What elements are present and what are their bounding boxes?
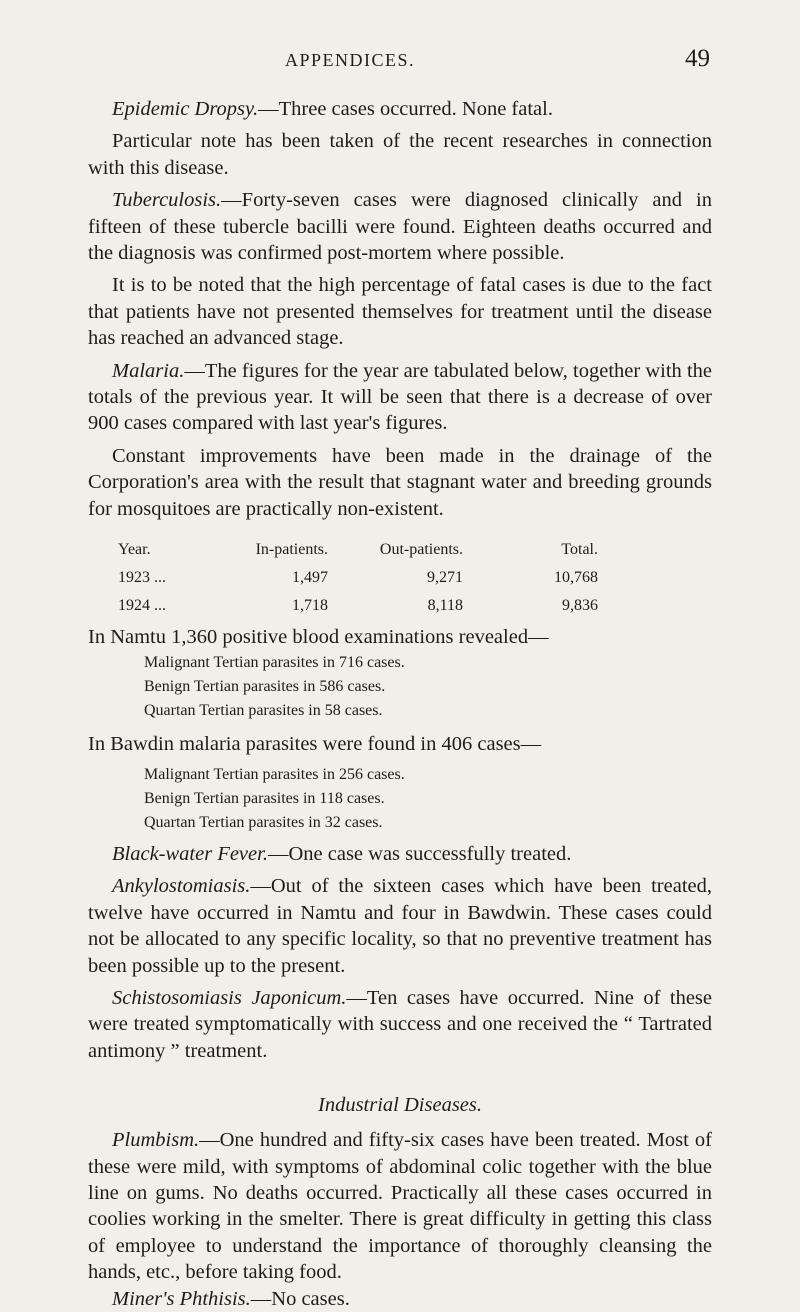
malaria-table (118, 536, 598, 620)
paragraph-epidemic-dropsy (88, 96, 712, 122)
bawdin-intro: In Bawdin malaria parasites were found in 406 cases— (88, 732, 542, 755)
namtu-list (144, 651, 712, 723)
table-cell: 9,271 (427, 569, 463, 587)
column-header: In-patients. (255, 541, 328, 559)
table-cell: 8,118 (427, 597, 463, 615)
paragraph-drainage (88, 443, 712, 522)
run-in-heading: Miner's Phthisis. (112, 1287, 251, 1310)
paragraph-text: —No cases. (250, 1287, 350, 1310)
paragraph-text: Constant improvements have been made in the drainage of the Corporation's area with the result that stagnant water and breeding grounds for mosquitoes are practically non-existent. (88, 444, 712, 520)
list-item: Benign Tertian parasites in 118 cases. (144, 789, 385, 807)
table-cell: 9,836 (562, 597, 598, 615)
page-body (88, 96, 712, 1312)
run-in-heading: Plumbism. (112, 1129, 200, 1152)
paragraph-text: —The figures for the year are tabulated below, together with the totals of the previous year. It will be seen that there is a decrease of over 900 cases compared with last year's figures. (88, 359, 712, 435)
table-row (118, 564, 598, 592)
table-row (118, 592, 598, 620)
paragraph-text: —One case was successfully treated. (267, 842, 572, 865)
run-in-heading: Epidemic Dropsy. (112, 98, 259, 120)
table-header-row (118, 536, 598, 564)
run-in-heading: Schistosomiasis Japonicum. (112, 986, 347, 1009)
run-in-heading: Malaria. (112, 359, 185, 382)
paragraph-text: —Three cases occurred. None fatal. (258, 98, 553, 120)
section-heading: Industrial Diseases. (318, 1094, 482, 1117)
paragraph-text: —Forty-seven cases were diagnosed clinically and in fifteen of these tubercle bacilli were found. Eighteen deaths occurred and the diagnosis was confirmed post-mortem where possible. (88, 189, 712, 265)
namtu-intro: In Namtu 1,360 positive blood examinations revealed— (88, 626, 549, 649)
table-cell: 10,768 (554, 569, 598, 587)
paragraph-ankylostomiasis (88, 873, 712, 979)
run-in-heading: Black-water Fever. (112, 842, 268, 865)
table-cell-year: 1923 ... (118, 569, 166, 587)
paragraph-plumbism (88, 1127, 712, 1285)
paragraph-black-water-fever (88, 841, 712, 867)
paragraph-fatal-cases (88, 272, 712, 351)
column-header: Out-patients. (379, 541, 463, 559)
paragraph-malaria (88, 358, 712, 437)
bawdin-list (144, 763, 712, 835)
paragraph-text: It is to be noted that the high percentage of fatal cases is due to the fact that patients have not presented themselves for treatment until the disease has reached an advanced stage. (88, 274, 712, 350)
list-item: Malignant Tertian parasites in 716 cases. (144, 653, 405, 671)
leader-dots: ... (154, 569, 166, 587)
paragraph-schistosomiasis (88, 985, 712, 1064)
run-in-heading: Tuberculosis. (112, 189, 222, 212)
paragraph-text: —Ten cases have occurred. Nine of these were treated symptomatically with success and one received the “ Tartrated antimony ” treatment. (88, 986, 713, 1062)
paragraph-dropsy-note (88, 128, 712, 181)
list-item: Quartan Tertian parasites in 32 cases. (144, 813, 383, 831)
run-in-heading: Ankylostomiasis. (112, 875, 251, 898)
paragraph-miners-phthisis (88, 1286, 712, 1312)
list-item: Benign Tertian parasites in 586 cases. (144, 677, 386, 695)
page-number: 49 (685, 45, 710, 72)
column-header: Total. (561, 541, 598, 559)
table-cell: 1,497 (292, 569, 328, 587)
column-header: Year. (118, 541, 151, 559)
paragraph-text: —Out of the sixteen cases which have been treated, twelve have occurred in Namtu and four in Bawdwin. These cases could not be allocated to any specific locality, so that no preventive treatment has been possible up to the present. (88, 875, 712, 977)
table-cell: 1,718 (292, 597, 328, 615)
table-cell-year: 1924 ... (118, 597, 166, 615)
leader-dots: ... (154, 597, 166, 615)
list-item: Malignant Tertian parasites in 256 cases. (144, 765, 405, 783)
page-header (0, 45, 800, 80)
paragraph-text: Particular note has been taken of the recent researches in connection with this disease. (88, 130, 712, 179)
paragraph-text: —One hundred and fifty-six cases have been treated. Most of these were mild, with symptoms of abdominal colic together with the blue line on gums. No deaths occurred. Practically all these cases occurred in coolies working in the smelter. There is great difficulty in getting this class of employee to understand the importance of thoroughly cleansing the hands, etc., before taking food. (88, 1129, 712, 1284)
list-item: Quartan Tertian parasites in 58 cases. (144, 701, 383, 719)
paragraph-tuberculosis (88, 187, 712, 266)
running-head: APPENDICES. (285, 50, 416, 70)
